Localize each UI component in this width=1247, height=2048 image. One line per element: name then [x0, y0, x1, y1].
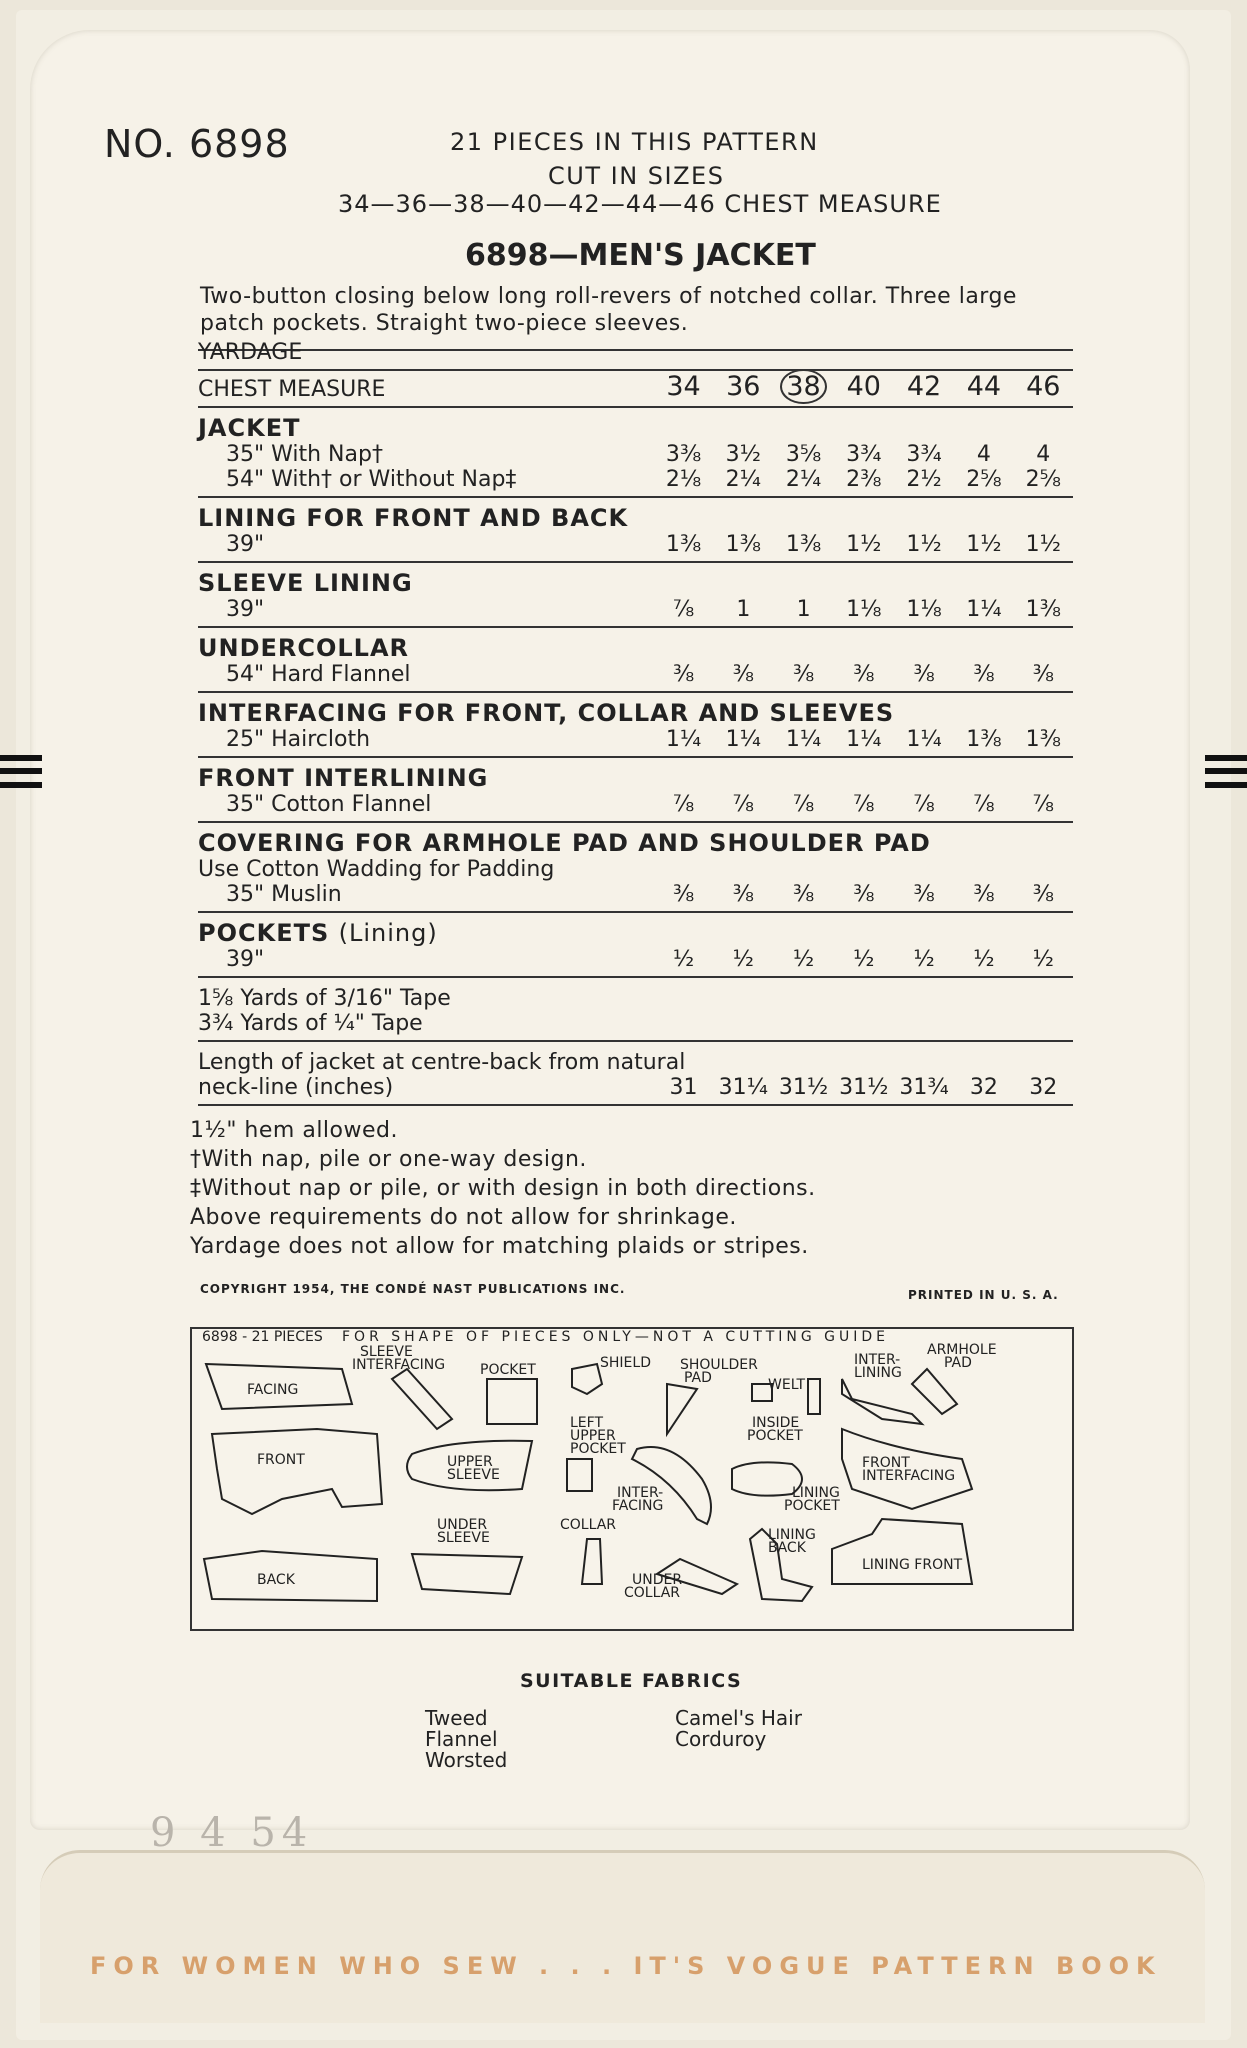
value-cell: 1 [773, 597, 833, 627]
chest-label: CHEST MEASURE [198, 370, 654, 407]
label-facing: FACING [247, 1382, 299, 1398]
value-cell: ⅜ [834, 882, 894, 912]
length-label-2: neck-line (inches) [198, 1075, 654, 1105]
label-back: BACK [257, 1572, 295, 1588]
value-cell: 31½ [773, 1075, 833, 1105]
piece-under-sleeve [412, 1554, 522, 1594]
row-label: 35" Cotton Flannel [198, 792, 654, 822]
table-row [198, 857, 1073, 882]
size-cell-circled [773, 370, 833, 407]
table-row [198, 442, 1073, 467]
label-pocket: POCKET [480, 1362, 536, 1378]
note: †With nap, pile or one-way design. [190, 1147, 587, 1172]
row-label: 39" [198, 597, 654, 627]
piece-left-upper-pocket [567, 1459, 592, 1491]
yardage-label: YARDAGE [198, 340, 1073, 370]
yardage-table [198, 340, 1073, 1106]
label-upper-sleeve: SLEEVE [447, 1467, 500, 1483]
value-cell: ⅞ [1014, 792, 1073, 822]
cut-in-sizes: CUT IN SIZES [548, 162, 725, 190]
note: ‡Without nap or pile, or with design in both directions. [190, 1176, 816, 1201]
value-cell: 1⅜ [1014, 597, 1073, 627]
table-row [198, 882, 1073, 912]
registration-mark-left [0, 782, 42, 788]
value-cell: 1½ [894, 532, 954, 562]
fabrics-column-2 [675, 1708, 802, 1750]
diagram-guide: FOR SHAPE OF PIECES ONLY—NOT A CUTTING GUIDE [342, 1329, 890, 1345]
label-interfacing: INTER- [617, 1485, 664, 1501]
size-cell: 36 [713, 370, 773, 407]
value-cell: 3¾ [906, 442, 942, 467]
row-label: 39" [198, 947, 654, 977]
value-cell: 4 [976, 442, 991, 467]
envelope-flap [40, 1850, 1205, 2023]
row-label: 35" Muslin [198, 882, 654, 912]
fabric-item: Camel's Hair [675, 1706, 802, 1730]
value-cell: 1⅛ [894, 597, 954, 627]
value-cell: 1½ [1014, 532, 1073, 562]
note: Above requirements do not allow for shrinkage. [190, 1205, 737, 1230]
label-interfacing: FACING [612, 1498, 664, 1514]
value-cell: ⅜ [713, 662, 773, 692]
value-cell: 1½ [834, 532, 894, 562]
label-lining-pocket: LINING [792, 1485, 840, 1501]
section-heading [198, 757, 1073, 792]
length-label-1: Length of jacket at centre-back from natural [198, 1050, 686, 1075]
value-cell: ⅜ [954, 662, 1013, 692]
fabric-item: Corduroy [675, 1727, 767, 1751]
value-cell: ½ [834, 947, 894, 977]
value-cell: ⅞ [834, 792, 894, 822]
section-heading [198, 912, 1073, 947]
value-cell: ⅜ [773, 662, 833, 692]
label-interlining: INTER- [854, 1352, 901, 1368]
value-cell: 31½ [834, 1075, 894, 1105]
piece-front [212, 1429, 382, 1514]
table-row [198, 792, 1073, 822]
label-lining-front: LINING FRONT [862, 1557, 963, 1573]
value-cell: 1¼ [773, 727, 833, 757]
value-cell: 2⅜ [834, 467, 894, 497]
size-range: 34—36—38—40—42—44—46 CHEST MEASURE [338, 190, 942, 218]
pockets-heading-note: (Lining) [338, 919, 438, 947]
covering-subheading: Use Cotton Wadding for Padding [198, 857, 555, 882]
value-cell: ⅜ [954, 882, 1013, 912]
label-left-upper-pocket: LEFT [570, 1415, 604, 1431]
value-cell: 2⅝ [1014, 467, 1073, 497]
value-cell: 1⅜ [1014, 727, 1073, 757]
value-cell: ⅜ [1014, 662, 1073, 692]
table-row [198, 467, 1073, 497]
label-under-collar: COLLAR [624, 1585, 681, 1601]
value-cell: ½ [1014, 947, 1073, 977]
undercollar-heading: UNDERCOLLAR [198, 634, 410, 662]
table-row [198, 662, 1073, 692]
value-cell: 1⅜ [654, 532, 713, 562]
section-heading [198, 562, 1073, 597]
pieces-svg [192, 1329, 1072, 1629]
value-cell: 4 [1036, 442, 1051, 467]
label-front: FRONT [257, 1452, 305, 1468]
value-cell: ⅞ [894, 792, 954, 822]
pockets-heading-cell [198, 912, 1073, 947]
row-label: 35" With Nap† [226, 442, 383, 467]
piece-collar [582, 1539, 602, 1584]
value-cell: 1½ [954, 532, 1013, 562]
piece-pocket [487, 1379, 537, 1424]
section-heading [198, 822, 1073, 857]
row-label: 54" With† or Without Nap‡ [198, 467, 654, 497]
label-upper-sleeve: UPPER [447, 1454, 493, 1470]
label-under-sleeve: SLEEVE [437, 1530, 490, 1546]
jacket-heading: JACKET [198, 414, 301, 442]
piece-outlines [204, 1364, 972, 1601]
footer-slogan: FOR WOMEN WHO SEW . . . IT'S VOGUE PATTERN BOOK [90, 1952, 1162, 1980]
value-cell: 2⅛ [654, 467, 713, 497]
row-label: 25" Haircloth [198, 727, 654, 757]
value-cell: 1¼ [713, 727, 773, 757]
label-armhole-pad: ARMHOLE [927, 1342, 997, 1358]
value-cell: 3¾ [846, 442, 882, 467]
label-interlining: LINING [854, 1365, 902, 1381]
value-cell: ⅞ [654, 792, 713, 822]
label-armhole-pad: PAD [944, 1355, 972, 1371]
value-cell: 2¼ [773, 467, 833, 497]
covering-heading: COVERING FOR ARMHOLE PAD AND SHOULDER PAD [198, 829, 931, 857]
size-cell: 34 [654, 370, 713, 407]
value-cell: ⅞ [773, 792, 833, 822]
value-cell: ½ [954, 947, 1013, 977]
registration-mark-left [0, 755, 42, 761]
sleeve-lining-heading: SLEEVE LINING [198, 569, 413, 597]
value-cell: 3⅝ [785, 442, 822, 467]
label-shoulder-pad: SHOULDER [680, 1357, 758, 1373]
pieces-diagram [190, 1327, 1074, 1631]
fabric-item: Flannel [425, 1727, 498, 1751]
size-cell: 44 [954, 370, 1013, 407]
label-welt: WELT [768, 1377, 806, 1393]
value-cell: ⅜ [713, 882, 773, 912]
value-cell: ½ [773, 947, 833, 977]
note: Yardage does not allow for matching plaids or stripes. [190, 1234, 809, 1259]
label-shoulder-pad: PAD [684, 1370, 712, 1386]
fabric-item: Tweed [425, 1706, 488, 1730]
fabrics-title: SUITABLE FABRICS [520, 1670, 743, 1692]
piece-interlining [842, 1379, 922, 1424]
label-lining-pocket: POCKET [784, 1498, 840, 1514]
value-cell: ½ [713, 947, 773, 977]
section-heading [198, 627, 1073, 662]
label-inside-pocket: POCKET [747, 1428, 803, 1444]
value-cell: ⅞ [654, 597, 713, 627]
section-heading [198, 497, 1073, 532]
piece-shoulder-pad [667, 1384, 697, 1434]
note: 1½" hem allowed. [190, 1118, 398, 1143]
registration-mark-left [0, 768, 42, 774]
value-cell: ⅜ [834, 662, 894, 692]
value-cell: 32 [1014, 1075, 1073, 1105]
pieces-count: 21 PIECES IN THIS PATTERN [450, 128, 819, 156]
pattern-description: Two-button closing below long roll-revers of notched collar. Three large patch pockets. Straight two-piece sleeves. [200, 284, 1017, 336]
value-cell: 1⅜ [773, 532, 833, 562]
label-shield: SHIELD [600, 1355, 651, 1371]
label-sleeve-interfacing: INTERFACING [352, 1357, 446, 1373]
value-cell: ⅜ [894, 662, 954, 692]
registration-mark-right [1205, 755, 1247, 761]
label-inside-pocket: INSIDE [752, 1415, 800, 1431]
value-cell: 1⅜ [954, 727, 1013, 757]
value-cell: 31¾ [894, 1075, 954, 1105]
printed-in: PRINTED IN U. S. A. [908, 1288, 1059, 1302]
label-under-sleeve: UNDER [437, 1517, 488, 1533]
value-cell: 3½ [725, 442, 761, 467]
value-cell: ½ [654, 947, 713, 977]
pockets-heading: POCKETS [198, 919, 330, 947]
date-stamp: 9 4 54 [150, 1810, 314, 1856]
table-row [198, 1041, 1073, 1075]
label-under-collar: UNDER [632, 1572, 683, 1588]
value-cell: 1 [713, 597, 773, 627]
piece-armhole-pad [912, 1369, 957, 1414]
table-row [198, 977, 1073, 1011]
value-cell: 2½ [894, 467, 954, 497]
pattern-title: 6898—MEN'S JACKET [465, 238, 816, 273]
fabric-item: Worsted [425, 1748, 508, 1772]
label-left-upper-pocket: UPPER [570, 1428, 616, 1444]
section-heading [198, 407, 1073, 442]
value-cell: 1¼ [834, 727, 894, 757]
copyright: COPYRIGHT 1954, THE CONDÉ NAST PUBLICATIONS INC. [200, 1282, 626, 1296]
size-cell: 42 [894, 370, 954, 407]
value-cell: ⅞ [713, 792, 773, 822]
label-front-interfacing: INTERFACING [862, 1468, 956, 1484]
table-row [198, 1075, 1073, 1105]
piece-lining-front [832, 1519, 972, 1584]
footnotes [190, 1116, 816, 1261]
table-row [198, 947, 1073, 977]
registration-mark-right [1205, 768, 1247, 774]
piece-sleeve-interfacing [392, 1369, 452, 1429]
fabrics-column-1 [425, 1708, 507, 1771]
tape-2: 3¾ Yards of ¼" Tape [198, 1011, 1073, 1041]
chest-row [198, 370, 1073, 407]
label-lining-back: LINING [768, 1527, 816, 1543]
value-cell: 2¼ [713, 467, 773, 497]
registration-mark-right [1205, 782, 1247, 788]
label-collar: COLLAR [560, 1517, 617, 1533]
row-label: 54" Hard Flannel [198, 662, 654, 692]
tape-1: 1⅝ Yards of 3/16" Tape [198, 986, 451, 1011]
value-cell: 1¼ [954, 597, 1013, 627]
value-cell: 1⅛ [834, 597, 894, 627]
value-cell: ⅜ [1014, 882, 1073, 912]
label-left-upper-pocket: POCKET [570, 1441, 626, 1457]
yardage-row [198, 340, 1073, 370]
value-cell: 1¼ [894, 727, 954, 757]
circled-size: 38 [780, 369, 826, 404]
section-heading [198, 692, 1073, 727]
table-row [198, 727, 1073, 757]
label-front-interfacing: FRONT [862, 1455, 910, 1471]
label-lining-back: BACK [768, 1540, 806, 1556]
value-cell: ⅞ [954, 792, 1013, 822]
value-cell: 31¼ [713, 1075, 773, 1105]
value-cell: ⅜ [894, 882, 954, 912]
value-cell: ½ [894, 947, 954, 977]
value-cell: ⅜ [773, 882, 833, 912]
piece-welt [808, 1379, 820, 1414]
size-cell: 40 [834, 370, 894, 407]
table-row [198, 1011, 1073, 1041]
size-cell: 46 [1014, 370, 1073, 407]
table-row [198, 532, 1073, 562]
value-cell: 3⅜ [665, 442, 702, 467]
lining-heading: LINING FOR FRONT AND BACK [198, 504, 629, 532]
diagram-left-title: 6898 - 21 PIECES [202, 1329, 323, 1345]
value-cell: 1⅜ [713, 532, 773, 562]
value-cell: 31 [654, 1075, 713, 1105]
value-cell: ⅜ [654, 662, 713, 692]
interlining-heading: FRONT INTERLINING [198, 764, 489, 792]
interfacing-heading: INTERFACING FOR FRONT, COLLAR AND SLEEVES [198, 699, 895, 727]
pattern-number: NO. 6898 [104, 122, 290, 166]
row-label: 39" [198, 532, 654, 562]
table-row [198, 597, 1073, 627]
value-cell: 1¼ [654, 727, 713, 757]
value-cell: 32 [954, 1075, 1013, 1105]
piece-shield [572, 1364, 602, 1394]
value-cell: 2⅝ [954, 467, 1013, 497]
value-cell: ⅜ [654, 882, 713, 912]
label-sleeve-interfacing: SLEEVE [360, 1344, 413, 1360]
